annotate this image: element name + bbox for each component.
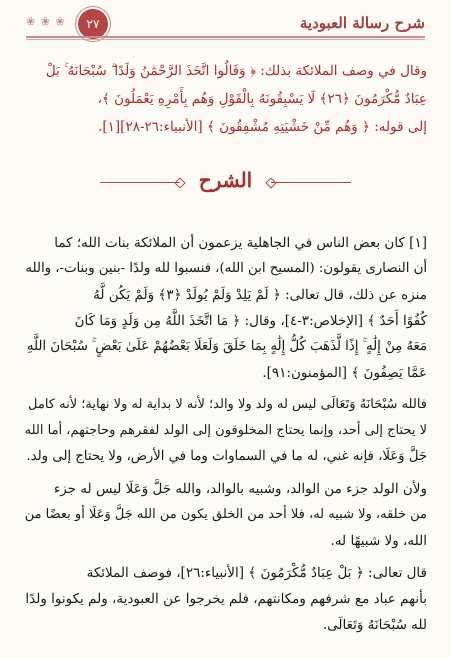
body-line: كُفُوًا أَحَدٌ ﴾ [الإخلاص:٣-٤]، وقال: ﴿ مَا اتَّخَذَ اللَّهُ مِن وَلَدٍ وَمَا كَانَ (74, 313, 427, 329)
body-line: الله، ولا شبيهًا له. (330, 533, 427, 549)
body-line: قال تعالى: ﴿ بَلْ عِبَادٌ مُّكْرَمُونَ ﴾ [الأنبياء:٢٦]، فوصف الملائكة (86, 565, 427, 581)
ornament-line-icon (271, 182, 351, 183)
page-number: ٢٧ (78, 9, 108, 39)
body-line: أن النصارى يقولون: (المسيح ابن الله)، فنسبوا لله ولدًا -بنين وبنات-، والله (25, 261, 427, 276)
header-divider-thin (26, 39, 425, 40)
body-line: بأنهم عباد مع شرفهم ومكانتهم، فلم يخرجوا عن العبودية، ولم يكونوا ولدًا (25, 591, 427, 607)
body-line: لله سُبْحَانَهُ وَتَعَالَى. (322, 617, 427, 633)
body-line: [١] كان بعض الناس في الجاهلية يزعمون أن الملائكة بنات الله؛ كما (54, 235, 427, 251)
intro-line-3: إلى قوله: ﴿ وَهُم مِّنْ خَشْيَتِهِ مُشْفِقُونَ ﴾ [الأنبياء:٢٦-٢٨][١]. (98, 119, 427, 135)
header-divider (26, 36, 425, 38)
body-line: جَلَّ وَعَلَا، فإنه غني، له ما في السماوات وما في الأرض، ولا يحتاج إلى ولد. (26, 449, 427, 464)
body-line: لا يحتاج إلى أحد، وإنما يحتاج المخلوقون إلى الولد لفقرهم وحاجتهم، أما الله (24, 423, 427, 438)
body-line: فالله سُبْحَانَهُ وَتَعَالَى ليس له ولد ولا والد؛ لأنه لا بداية له ولا نهاية؛ لأنه كامل (28, 397, 427, 412)
ornament-line-icon (100, 182, 180, 183)
intro-line-2: عِبَادٌ مُّكْرَمُونَ ﴿٢٦﴾ لَا يَسْبِقُونَهُ بِالْقَوْلِ وَهُم بِأَمْرِهِ يَعْمَلُونَ ﴾، (97, 91, 427, 107)
body-line: ولأن الولد جزء من الوالد، وشبيه بالوالد، والله جَلَّ وَعَلَا ليس له جزء (53, 481, 427, 497)
section-title: الشرح (198, 168, 253, 192)
page-header (26, 14, 425, 38)
intro-line-1: وقال في وصف الملائكة بذلك: ﴿ وَقَالُوا اتَّخَذَ الرَّحْمَٰنُ وَلَدًا ۗ سُبْحَانَهُ ۚ بَلْ (45, 63, 427, 79)
body-line: من خلقه، ولا شبيه له، فلا أحد من الخلق يكون من الله جَلَّ وَعَلَا أو بعضًا من (24, 507, 427, 522)
book-title: شرح رسالة العبودية (299, 14, 425, 32)
ornament-icon: ❀ ❀ ❀ (26, 15, 66, 28)
body-line: مَعَهُ مِنْ إِلَٰهٍ ۚ إِذًا لَّذَهَبَ كُلُّ إِلَٰهٍ بِمَا خَلَقَ وَلَعَلَا بَعْضُهُمْ عَلَىٰ بَعْضٍ ۚ سُبْحَانَ اللَّهِ (26, 339, 427, 354)
section-heading (0, 168, 451, 196)
body-line: منزه عن ذلك، قال تعالى: ﴿ لَمْ يَلِدْ وَلَمْ يُولَدْ ﴿٣﴾ وَلَمْ يَكُن لَّهُ (93, 287, 427, 303)
body-line: عَمَّا يَصِفُونَ ﴾ [المؤمنون:٩١]. (262, 365, 427, 381)
